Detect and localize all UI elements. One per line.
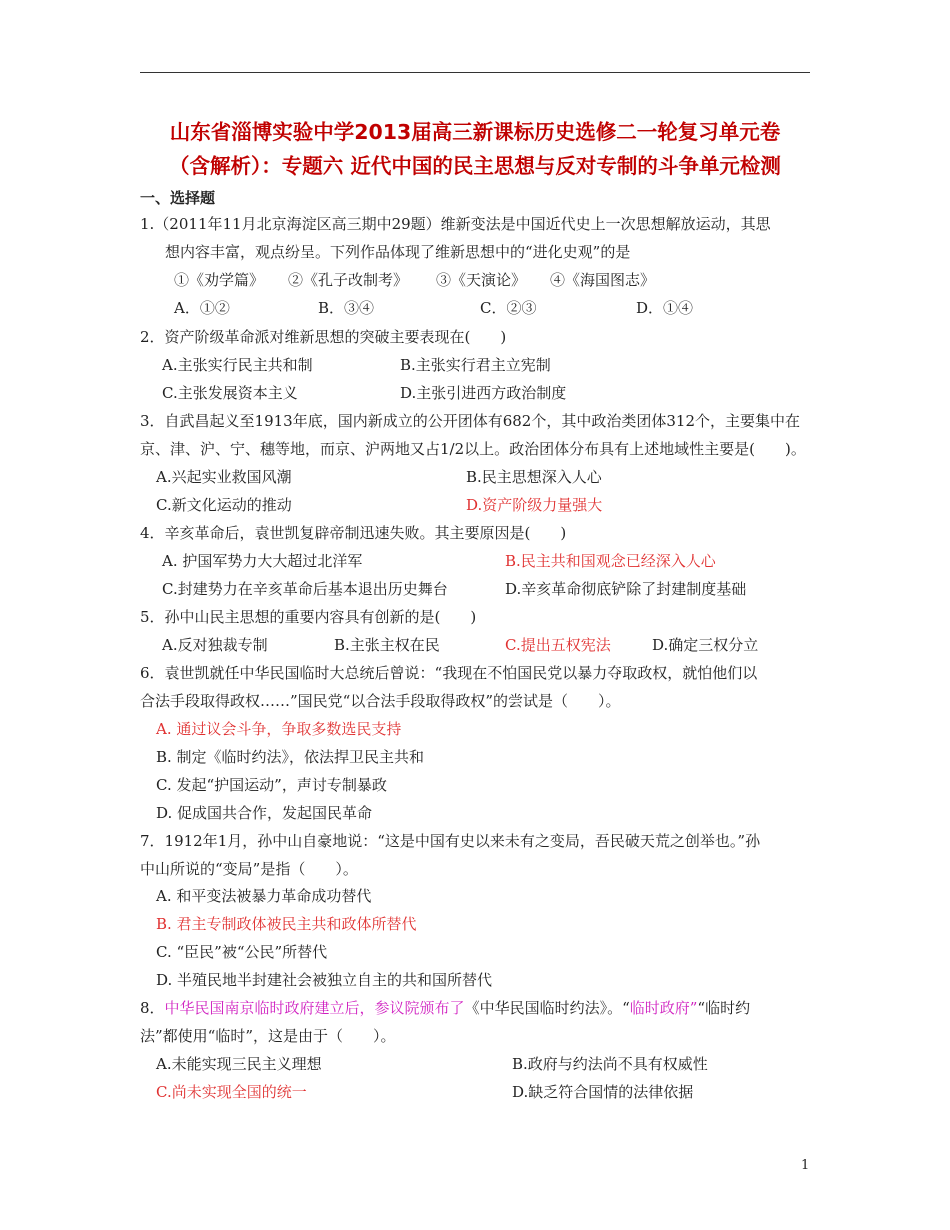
q8-option-b: B.政府与约法尚不具有权威性 (512, 1055, 708, 1073)
q5-option-b: B.主张主权在民 (334, 636, 440, 654)
q6-stem-line-1: 6．袁世凯就任中华民国临时大总统后曾说：“我现在不怕国民党以暴力夺取政权，就怕他们以 (140, 664, 758, 682)
q5-option-a: A.反对独裁专制 (162, 636, 268, 654)
q4-stem: 4．辛亥革命后，袁世凯复辟帝制迅速失败。其主要原因是( ) (140, 524, 567, 542)
q8-stem-line-2: 法”都使用“临时”，这是由于（ ）。 (140, 1027, 396, 1045)
q8-stem-line-1 (140, 998, 750, 1018)
q3-stem-line-1: 3．自武昌起义至1913年底，国内新成立的公开团体有682个，其中政治类团体312个，主要集中在 (140, 412, 800, 430)
q5-option-c-answer: C.提出五权宪法 (505, 636, 611, 654)
q1-item-2: ②《孔子改制考》 (288, 271, 409, 289)
q1-option-c: C．②③ (480, 299, 537, 317)
q5-stem: 5．孙中山民主思想的重要内容具有创新的是( ) (140, 608, 477, 626)
q8-number: 8． (140, 999, 165, 1017)
q2-stem: 2．资产阶级革命派对维新思想的突破主要表现在( ) (140, 328, 507, 346)
q2-option-a: A.主张实行民主共和制 (162, 356, 313, 374)
q8-text-2: ” (689, 999, 698, 1017)
q7-option-c: C. “臣民”被“公民”所替代 (156, 943, 328, 961)
q4-option-c: C.封建势力在辛亥革命后基本退出历史舞台 (162, 580, 448, 598)
q8-option-a: A.未能实现三民主义理想 (156, 1055, 322, 1073)
q6-option-d: D. 促成国共合作，发起国民革命 (156, 804, 373, 822)
q1-item-3: ③《天演论》 (436, 271, 527, 289)
q1-stem-line-1: 1.（2011年11月北京海淀区高三期中29题）维新变法是中国近代史上一次思想解放运动，其思 (140, 215, 771, 233)
document-title-line-2: （含解析）：专题六 近代中国的民主思想与反对专制的斗争单元检测 (169, 154, 781, 178)
q3-option-b: B.民主思想深入人心 (466, 468, 602, 486)
q1-stem-line-2: 想内容丰富，观点纷呈。下列作品体现了维新思想中的“进化史观”的是 (165, 243, 631, 261)
document-title-line-1: 山东省淄博实验中学2013届高三新课标历史选修二一轮复习单元卷 (169, 120, 781, 144)
q1-option-d: D．①④ (636, 299, 694, 317)
q6-option-a-answer: A. 通过议会斗争，争取多数选民支持 (156, 720, 402, 738)
q8-text-3: “临时约 (697, 999, 751, 1017)
q1-item-1: ①《劝学篇》 (174, 271, 265, 289)
q3-stem-line-2: 京、津、沪、宁、穗等地，而京、沪两地又占1/2以上。政治团体分布具有上述地域性主要是( )。 (140, 440, 806, 458)
q3-option-d-answer: D.资产阶级力量强大 (466, 496, 603, 514)
q7-option-a: A. 和平变法被暴力革命成功替代 (156, 887, 372, 905)
q7-stem-line-2: 中山所说的“变局”是指（ ）。 (140, 860, 358, 878)
q7-option-d: D. 半殖民地半封建社会被独立自主的共和国所替代 (156, 971, 493, 989)
q5-option-d: D.确定三权分立 (652, 636, 759, 654)
q4-option-b-answer: B.民主共和国观念已经深入人心 (505, 552, 716, 570)
q8-highlight-2: 临时政府 (629, 999, 690, 1017)
q2-option-b: B.主张实行君主立宪制 (400, 356, 551, 374)
q3-option-a: A.兴起实业救国风潮 (156, 468, 292, 486)
q8-highlight-1: 中华民国南京临时政府建立后，参议院颁布了 (164, 999, 465, 1017)
header-rule (140, 72, 810, 73)
q4-option-a: A. 护国军势力大大超过北洋军 (162, 552, 363, 570)
q6-option-b: B. 制定《临时约法》，依法捍卫民主共和 (156, 748, 425, 766)
q7-option-b-answer: B. 君主专制政体被民主共和政体所替代 (156, 915, 417, 933)
q1-item-4: ④《海国图志》 (550, 271, 656, 289)
q1-option-b: B．③④ (318, 299, 375, 317)
q6-stem-line-2: 合法手段取得政权……”国民党“以合法手段取得政权”的尝试是（ ）。 (140, 692, 621, 710)
q8-text-1: 《中华民国临时约法》。“ (464, 999, 630, 1017)
q2-option-c: C.主张发展资本主义 (162, 384, 298, 402)
section-heading: 一、选择题 (140, 189, 216, 207)
q8-option-c-answer: C.尚未实现全国的统一 (156, 1083, 307, 1101)
page-number: 1 (801, 1158, 810, 1173)
q8-option-d: D.缺乏符合国情的法律依据 (512, 1083, 694, 1101)
q6-option-c: C. 发起“护国运动”，声讨专制暴政 (156, 776, 387, 794)
q7-stem-line-1: 7．1912年1月，孙中山自豪地说：“这是中国有史以来未有之变局，吾民破天荒之创举也。”孙 (140, 832, 761, 850)
q4-option-d: D.辛亥革命彻底铲除了封建制度基础 (505, 580, 747, 598)
q1-option-a: A．①② (174, 299, 230, 317)
q2-option-d: D.主张引进西方政治制度 (400, 384, 567, 402)
q3-option-c: C.新文化运动的推动 (156, 496, 292, 514)
